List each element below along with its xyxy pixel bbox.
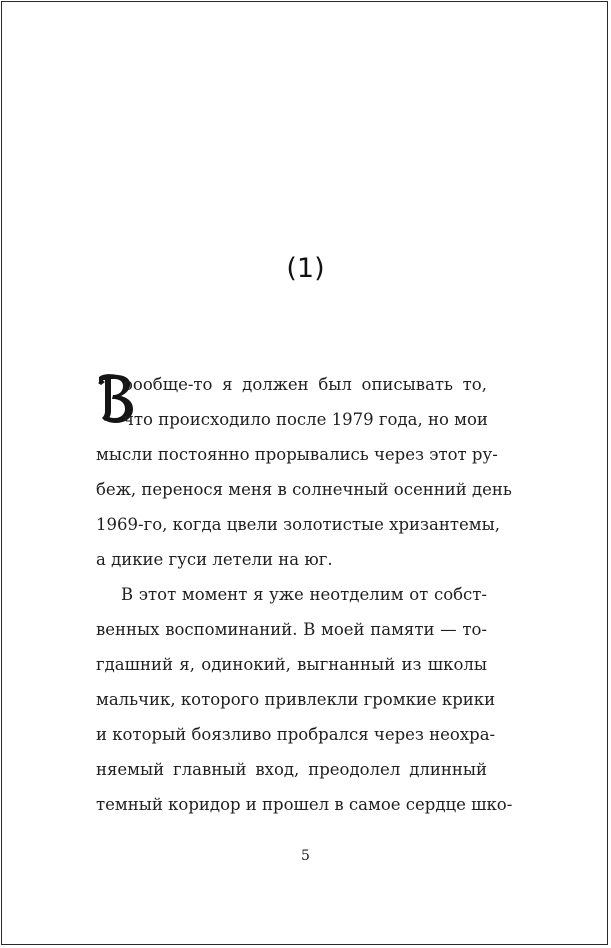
text-line: венных воспоминаний. В моей памяти — то- (96, 620, 487, 639)
text-line: мальчик, которого привлекли громкие крики (96, 690, 496, 709)
text-block (96, 367, 513, 822)
text-line: В этот момент я уже неотделим от собст- (121, 585, 487, 604)
text-line: 1969-го, когда цвели золотистые хризантемы, (96, 515, 500, 534)
text-line: темный коридор и прошел в самое сердце шко- (96, 795, 513, 814)
text-line: няемый главный вход, преодолел длинный (96, 760, 487, 779)
text-line: беж, перенося меня в солнечный осенний день (96, 480, 512, 499)
text-line: и который боязливо пробрался через неохра- (96, 725, 496, 744)
text-line: что происходило после 1979 года, но мои (123, 410, 488, 429)
text-line: мысли постоянно прорывались через этот ру- (96, 445, 498, 464)
chapter-number: (1) (286, 253, 325, 284)
text-line: оообще-то я должен был описывать то, (123, 375, 487, 394)
text-line: гдашний я, одинокий, выгнанный из школы (96, 655, 487, 674)
text-line: а дикие гуси летели на юг. (96, 550, 333, 569)
page-number: 5 (301, 848, 310, 864)
